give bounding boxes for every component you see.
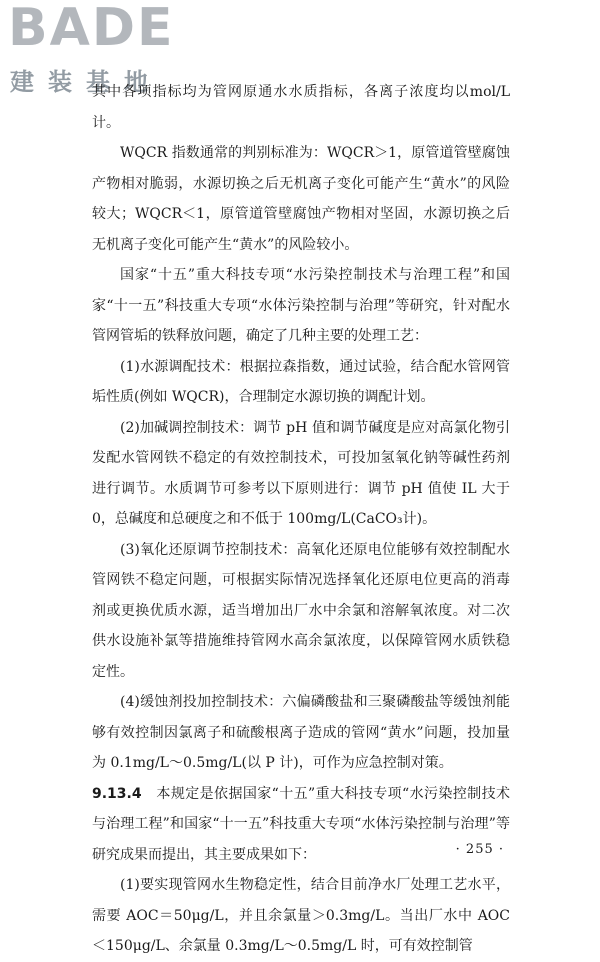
section-paragraph xyxy=(92,779,510,871)
paragraph: (2)加碱调控制技术：调节 pH 值和调节碱度是应对高氯化物引发配水管网铁不稳定的有效控制技术，可投加氢氧化钠等碱性药剂进行调节。水质调节可参考以下原则进行：调节 pH 值使 IL 大于 0，总碱度和总硬度之和不低于 100mg/L(CaCO₃计)。 xyxy=(92,419,510,527)
paragraph: (3)氧化还原调节控制技术：高氧化还原电位能够有效控制配水管网铁不稳定问题，可根据实际情况选择氧化还原电位更高的消毒剂或更换优质水源，适当增加出厂水中余氯和溶解氧浓度。对二次供水设施补氯等措施维持管网水高余氯浓度，以保障管网水质铁稳定性。 xyxy=(92,541,510,680)
logo-subtitle: 建装基地 xyxy=(10,68,162,96)
document-body xyxy=(92,77,510,962)
paragraph: 其中各项指标均为管网原通水水质指标，各离子浓度均以mol/L计。 xyxy=(92,84,510,131)
logo-wordmark: BADE xyxy=(8,0,175,58)
paragraph: 国家“十五”重大科技专项“水污染控制技术与治理工程”和国家“十一五”科技重大专项“水体污染控制与治理”等研究，针对配水管网管垢的铁释放问题，确定了几种主要的处理工艺： xyxy=(92,267,510,344)
paragraph: WQCR 指数通常的判别标准为：WQCR＞1，原管道管壁腐蚀产物相对脆弱，水源切换之后无机离子变化可能产生“黄水”的风险较大；WQCR＜1，原管道管壁腐蚀产物相对坚固，水源切换之后无机离子变化可能产生“黄水”的风险较小。 xyxy=(92,145,510,253)
page-number: · 255 · xyxy=(455,842,504,857)
paragraph: (1)水源调配技术：根据拉森指数，通过试验，结合配水管网管垢性质(例如 WQCR)，合理制定水源切换的调配计划。 xyxy=(92,358,510,405)
paragraph: (1)要实现管网水生物稳定性，结合目前净水厂处理工艺水平，需要 AOC＝50μg/L，并且余氯量＞0.3mg/L。当出厂水中 AOC＜150μg/L、余氯量 0.3mg/L～0.5mg/L 时，可有效控制管 xyxy=(92,877,510,954)
section-number: 9.13.4 xyxy=(92,785,142,802)
section-text: 本规定是依据国家“十五”重大科技专项“水污染控制技术与治理工程”和国家“十一五”科技重大专项“水体污染控制与治理”等研究成果而提出，其主要成果如下： xyxy=(92,785,510,863)
paragraph: (4)缓蚀剂投加控制技术：六偏磷酸盐和三聚磷酸盐等缓蚀剂能够有效控制因氯离子和硫酸根离子造成的管网“黄水”问题，投加量为 0.1mg/L～0.5mg/L(以 P 计)，可作为应急控制对策。 xyxy=(92,694,510,771)
